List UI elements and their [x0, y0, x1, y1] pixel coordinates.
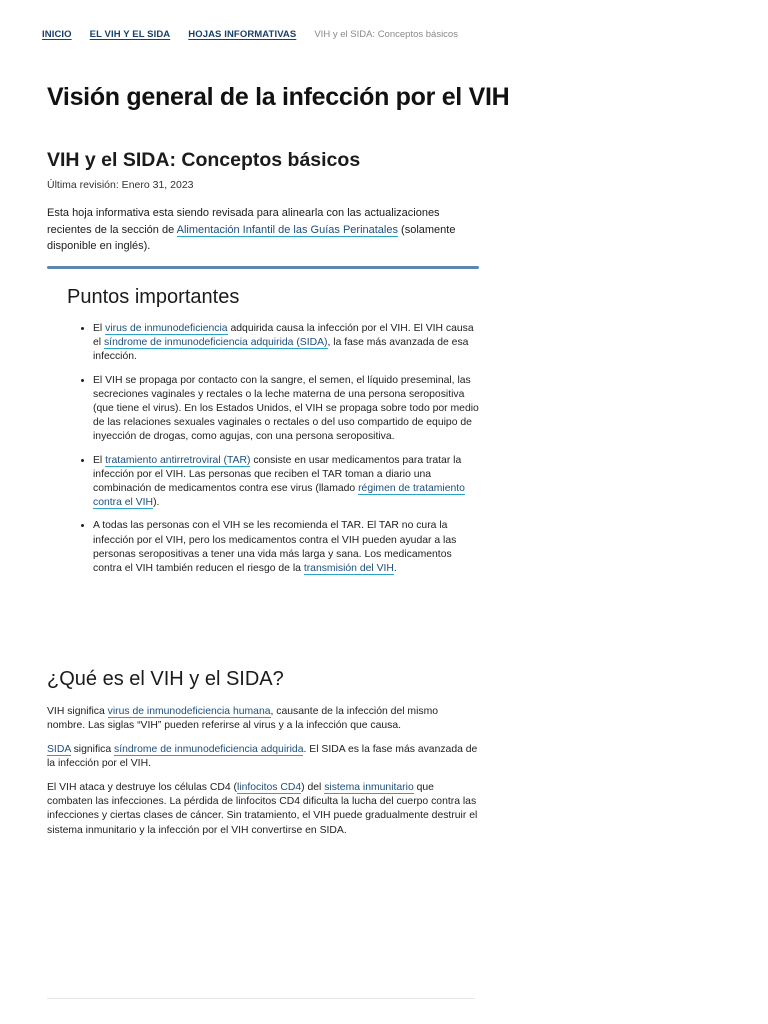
text: adquirida causa la infección por el VIH. El VIH causa el [93, 323, 474, 349]
link-regimen-tratamiento[interactable]: régimen de tratamiento contra el VIH [93, 483, 465, 509]
intro-text-end: (solamente disponible en inglés). [47, 223, 456, 252]
text: consiste en usar medicamentos para tratar la infección por el VIH. Las personas que reciben el TAR toman a diario una combinación de medicamentos contra ese virus (llamado [93, 454, 462, 495]
link-virus-inmunodeficiencia-humana[interactable]: virus de inmunodeficiencia humana [107, 706, 271, 717]
text: que combaten las infecciones. La pérdida de linfocitos CD4 dificulta la lucha del cuerpo contra las infecciones y ciertas clases de cáncer. Sin tratamiento, el VIH puede gradualmente destruir el sistema inmunitario y la infección por el VIH convertirse en SIDA. [47, 782, 478, 836]
key-points-list [76, 322, 481, 585]
text: El [93, 454, 106, 466]
bottom-divider [47, 998, 475, 999]
breadcrumb-link-hojas-informativas[interactable]: HOJAS INFORMATIVAS [188, 29, 297, 40]
link-sida[interactable]: SIDA [47, 744, 71, 755]
article-subtitle: VIH y el SIDA: Conceptos básicos [47, 149, 361, 171]
breadcrumb [42, 29, 458, 40]
link-transmision-vih[interactable]: transmisión del VIH [303, 563, 394, 575]
key-point-item [93, 519, 481, 576]
link-sistema-inmunitario[interactable]: sistema inmunitario [324, 782, 414, 793]
section-heading: ¿Qué es el VIH y el SIDA? [47, 668, 284, 690]
breadcrumb-link-inicio[interactable]: INICIO [42, 29, 72, 40]
text: El [93, 323, 106, 334]
text: El VIH se propaga por contacto con la sangre, el semen, el líquido preseminal, las secreciones vaginales y rectales o la leche materna de una persona seropositiva (que tiene el virus). En los Estados Unidos, el VIH se propaga sobre todo por medio de las relaciones sexuales vaginales o rectales o del uso compartido de equipo de inyección de drogas, como agujas, con una persona seropositiva. [93, 374, 479, 443]
text: , causante de la infección del mismo nombre. Las siglas “VIH” pueden referirse al virus y a la infección que causa. [47, 706, 439, 732]
revision-date: Última revisión: Enero 31, 2023 [47, 179, 194, 191]
section-divider [47, 266, 479, 269]
link-sindrome-inmunodeficiencia[interactable]: síndrome de inmunodeficiencia adquirida [114, 744, 304, 755]
key-points-title: Puntos importantes [67, 286, 240, 308]
paragraph-cd4 [47, 781, 479, 838]
intro-text: Esta hoja informativa esta siendo revisada para alinearla con las actualizaciones recientes de la sección de [47, 207, 440, 236]
link-alimentacion-infantil[interactable]: Alimentación Infantil de las Guías Perinatales [176, 223, 398, 236]
text: . El SIDA es la fase más avanzada de la infección por el VIH. [47, 744, 478, 770]
text: , la fase más avanzada de esa infección. [93, 337, 469, 363]
text: . [393, 563, 397, 575]
text: ). [153, 497, 160, 509]
text: A todas las personas con el VIH se les recomienda el TAR. El TAR no cura la infección por el VIH, pero los medicamentos contra el VIH pueden ayudar a las personas seropositivas a tener una vida más larga y sana. Los medicamentos contra el VIH también reducen el riesgo de la [93, 520, 457, 575]
breadcrumb-link-vih-sida[interactable]: EL VIH Y EL SIDA [89, 29, 171, 40]
key-point-item [93, 374, 481, 445]
page-title: Visión general de la infección por el VIH [47, 83, 510, 111]
key-point-item [93, 454, 481, 511]
paragraph-vih [47, 705, 479, 733]
breadcrumb-current: VIH y el SIDA: Conceptos básicos [314, 29, 458, 40]
paragraph-sida [47, 743, 479, 771]
link-sindrome-sida[interactable]: síndrome de inmunodeficiencia adquirida (SIDA) [103, 337, 328, 349]
link-tratamiento-antirretroviral[interactable]: tratamiento antirretroviral (TAR) [105, 454, 251, 466]
text: ) del [301, 782, 325, 793]
link-virus-inmunodeficiencia[interactable]: virus de inmunodeficiencia [105, 323, 228, 334]
text: VIH significa [47, 706, 108, 717]
intro-paragraph [47, 205, 467, 255]
text: significa [70, 744, 115, 755]
link-linfocitos-cd4[interactable]: linfocitos CD4 [237, 782, 302, 793]
text: El VIH ataca y destruye los células CD4 ( [47, 782, 237, 793]
key-point-item [93, 322, 481, 365]
